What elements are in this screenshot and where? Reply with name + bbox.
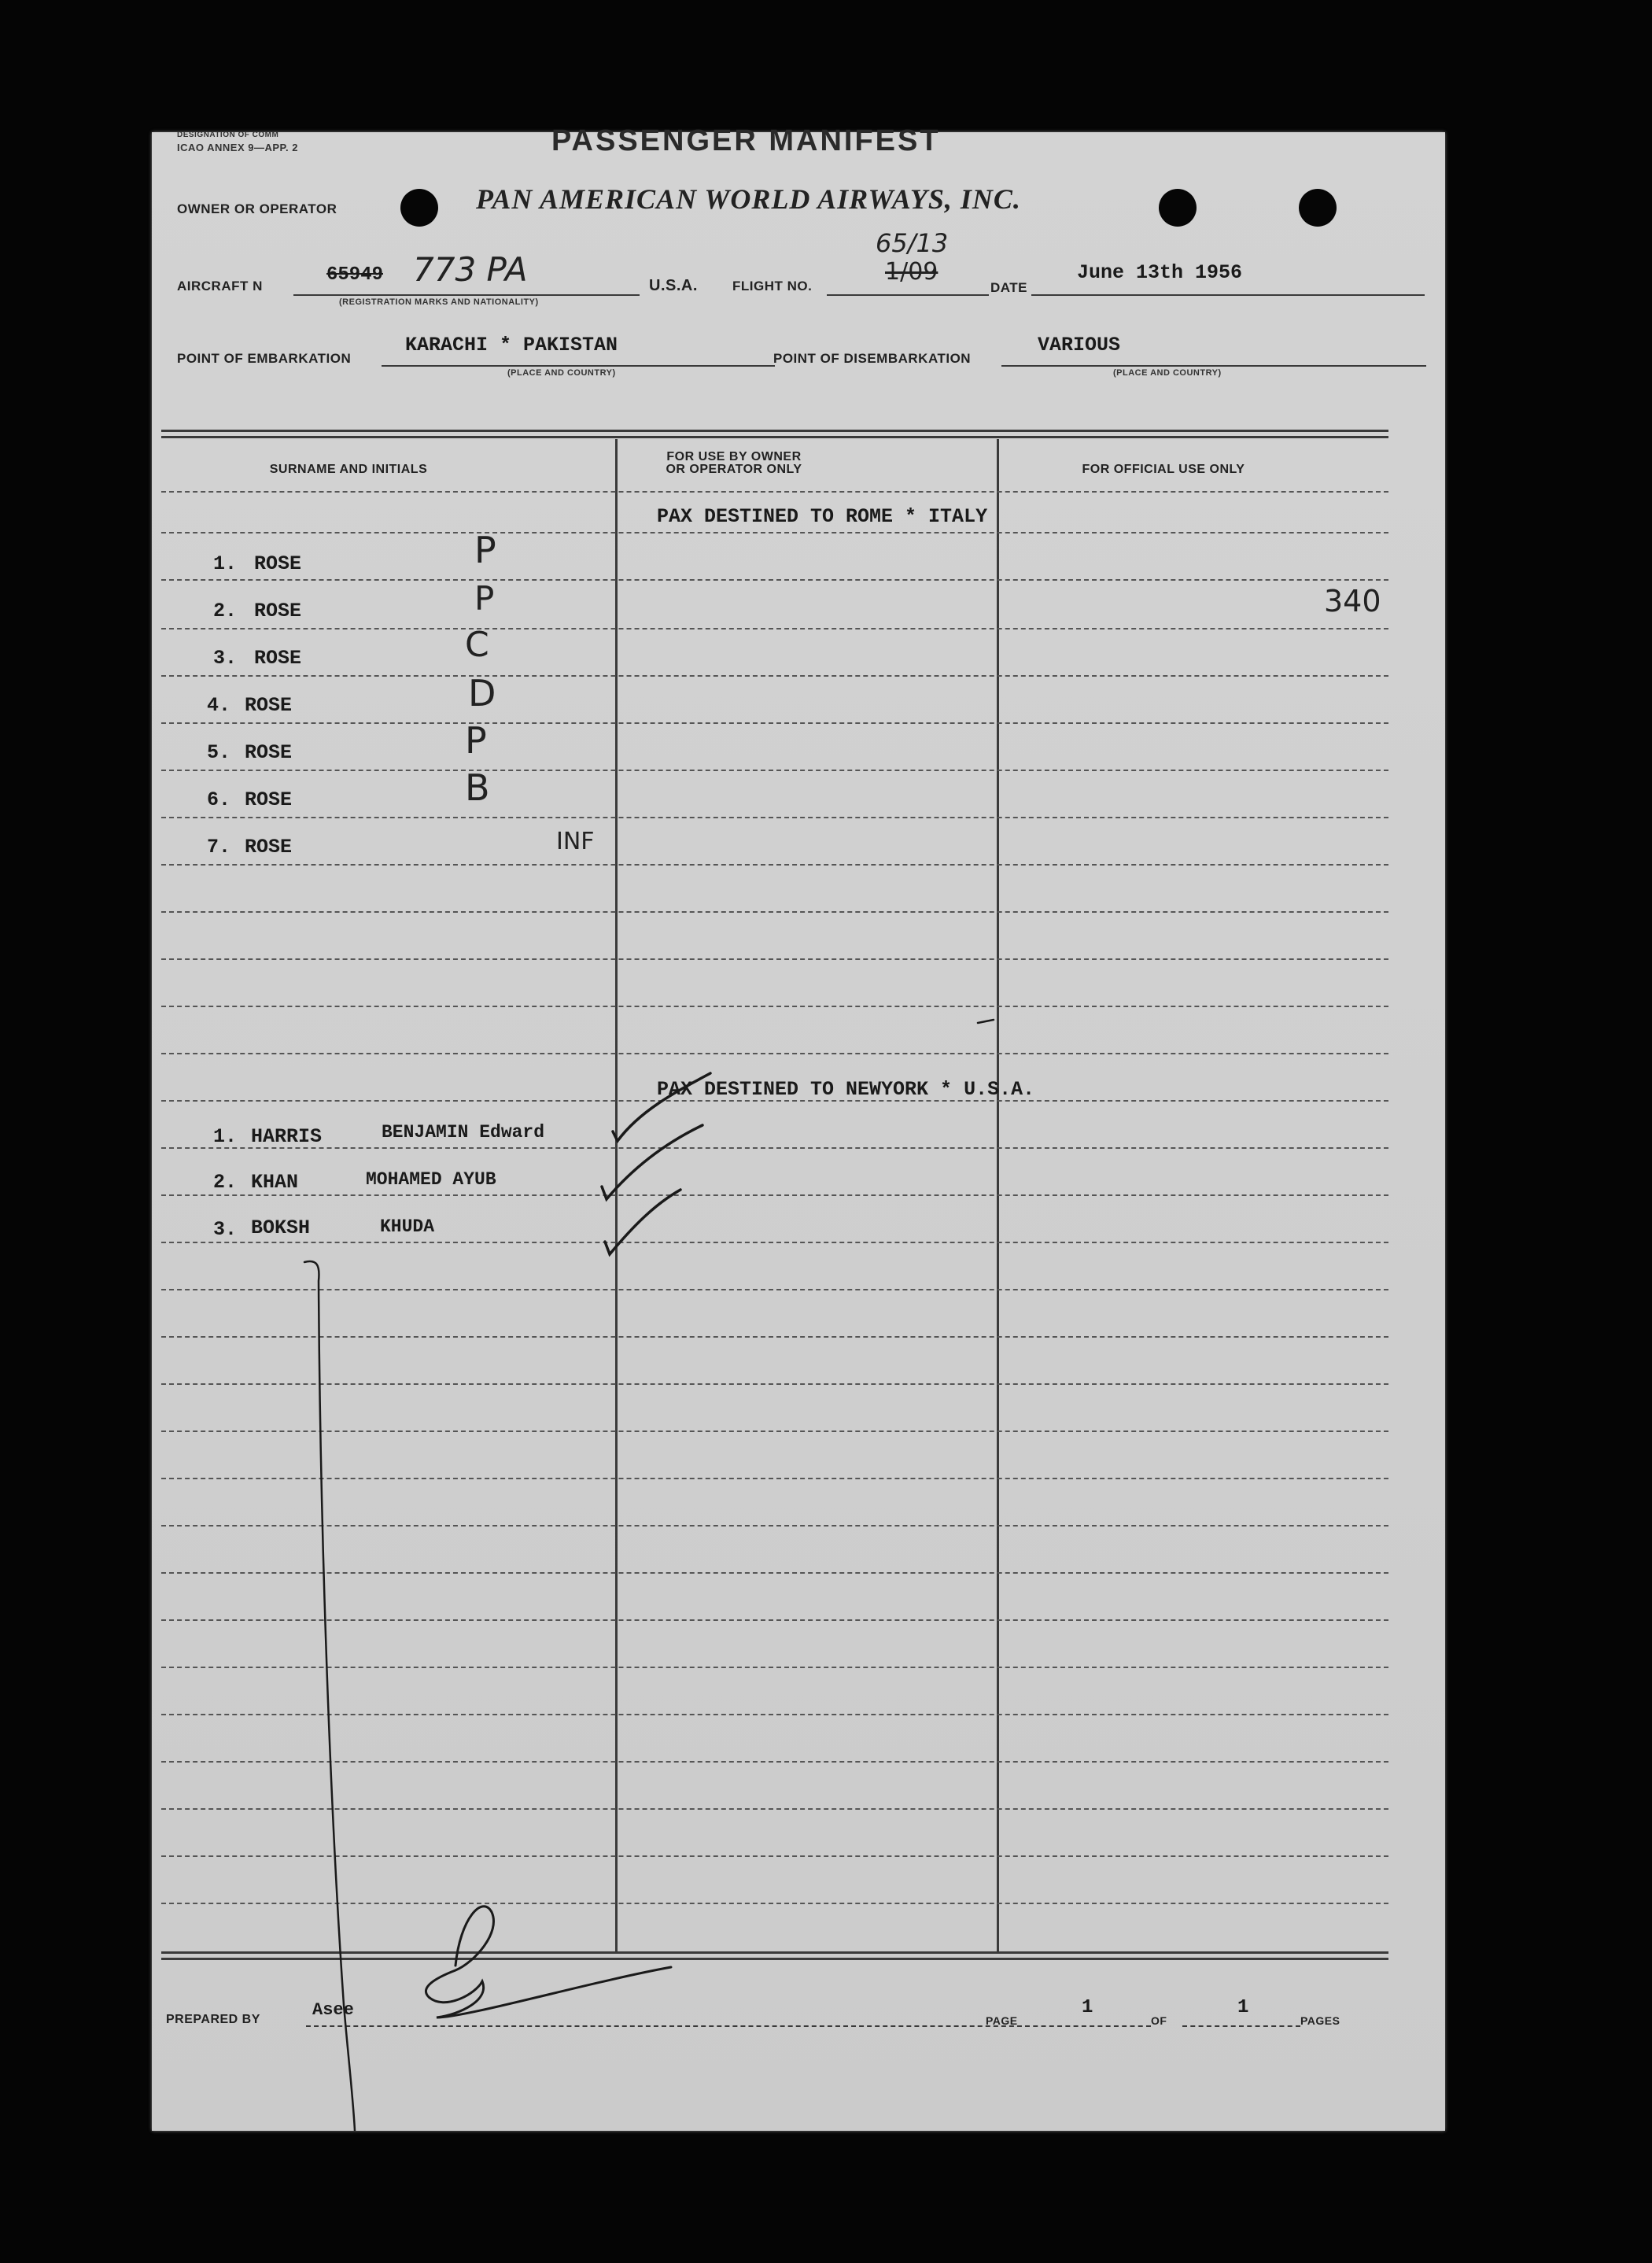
check-mark xyxy=(605,1190,680,1254)
form-ref-line2: ICAO ANNEX 9—APP. 2 xyxy=(177,142,298,153)
passenger-surname: ROSE xyxy=(254,600,302,622)
passenger-num: 3. xyxy=(213,647,238,670)
passenger-surname: KHAN xyxy=(251,1171,299,1194)
embark-label: POINT OF EMBARKATION xyxy=(177,351,352,366)
passenger-num: 7. xyxy=(207,836,231,858)
passenger-num: 3. xyxy=(213,1218,238,1241)
col-official-heading: FOR OFFICIAL USE ONLY xyxy=(1082,463,1245,476)
aircraft-struck: 65949 xyxy=(326,264,384,286)
pen-marks xyxy=(152,132,1445,2131)
form-ref-line1: DESIGNATION OF COMM xyxy=(177,131,279,139)
passenger-num: 5. xyxy=(207,741,231,764)
passenger-surname: ROSE xyxy=(245,741,293,764)
registration-caption: (REGISTRATION MARKS AND NATIONALITY) xyxy=(339,297,539,307)
passenger-surname: ROSE xyxy=(245,788,293,811)
passenger-given: KHUDA xyxy=(380,1216,435,1237)
disembark-caption: (PLACE AND COUNTRY) xyxy=(1113,368,1222,378)
passenger-surname: ROSE xyxy=(245,694,293,717)
group-heading-newyork: PAX DESTINED TO NEWYORK * U.S.A. xyxy=(657,1078,1035,1101)
passenger-num: 6. xyxy=(207,788,231,811)
passenger-num: 4. xyxy=(207,694,231,717)
form-title: PASSENGER MANIFEST xyxy=(551,124,941,157)
disembark-label: POINT OF DISEMBARKATION xyxy=(773,351,972,366)
col-owner-heading-1: FOR USE BY OWNER xyxy=(666,450,802,463)
passenger-initial: P xyxy=(465,719,487,762)
page-label: PAGE xyxy=(986,2014,1018,2027)
usa-label: U.S.A. xyxy=(649,277,698,294)
bracket-line xyxy=(304,1261,355,2131)
passenger-num: 1. xyxy=(213,1125,238,1148)
passenger-surname: ROSE xyxy=(254,552,302,575)
check-mark xyxy=(613,1073,710,1141)
check-mark xyxy=(602,1125,702,1199)
flight-struck: 1/09 xyxy=(885,258,938,286)
embark-caption: (PLACE AND COUNTRY) xyxy=(507,368,616,378)
date-value: June 13th 1956 xyxy=(1077,261,1243,284)
col-surname-heading: SURNAME AND INITIALS xyxy=(269,463,428,476)
pages-label: PAGES xyxy=(1300,2014,1340,2027)
group-heading-rome: PAX DESTINED TO ROME * ITALY xyxy=(657,505,988,528)
passenger-num: 2. xyxy=(213,600,238,622)
passenger-initial: C xyxy=(465,625,489,665)
prepared-by-label: PREPARED BY xyxy=(166,2013,260,2026)
official-note: 340 xyxy=(1324,584,1381,618)
page-total: 1 xyxy=(1237,1997,1249,2018)
disembark-value: VARIOUS xyxy=(1038,334,1121,356)
flight-label: FLIGHT NO. xyxy=(732,279,813,293)
col-owner-heading-2: OR OPERATOR ONLY xyxy=(666,463,802,476)
passenger-num: 1. xyxy=(213,552,238,575)
passenger-surname: ROSE xyxy=(245,836,293,858)
passenger-initial: INF xyxy=(556,828,595,855)
passenger-initial: P xyxy=(474,579,495,618)
passenger-initial: P xyxy=(474,529,496,571)
passenger-surname: BOKSH xyxy=(251,1216,311,1239)
signature-mark xyxy=(426,1907,671,2018)
aircraft-label: AIRCRAFT N xyxy=(177,279,263,293)
aircraft-handwritten: 773 PA xyxy=(413,250,528,289)
page-number: 1 xyxy=(1082,1997,1093,2018)
passenger-given: MOHAMED AYUB xyxy=(366,1169,496,1190)
of-label: OF xyxy=(1151,2014,1167,2027)
passenger-given: BENJAMIN Edward xyxy=(382,1122,545,1143)
date-label: DATE xyxy=(990,280,1028,295)
embark-value: KARACHI * PAKISTAN xyxy=(405,334,618,356)
airline-name: PAN AMERICAN WORLD AIRWAYS, INC. xyxy=(476,183,1021,215)
passenger-initial: D xyxy=(468,672,496,714)
manifest-sheet xyxy=(152,124,1445,2131)
passenger-num: 2. xyxy=(213,1171,238,1194)
passenger-surname: ROSE xyxy=(254,647,302,670)
passenger-surname: HARRIS xyxy=(251,1125,323,1148)
flight-handwritten: 65/13 xyxy=(876,228,949,258)
prepared-by-value: Asee xyxy=(312,2000,354,2020)
row-tick xyxy=(978,1020,994,1023)
owner-operator-label: OWNER OR OPERATOR xyxy=(177,201,337,216)
passenger-initial: B xyxy=(465,766,490,809)
